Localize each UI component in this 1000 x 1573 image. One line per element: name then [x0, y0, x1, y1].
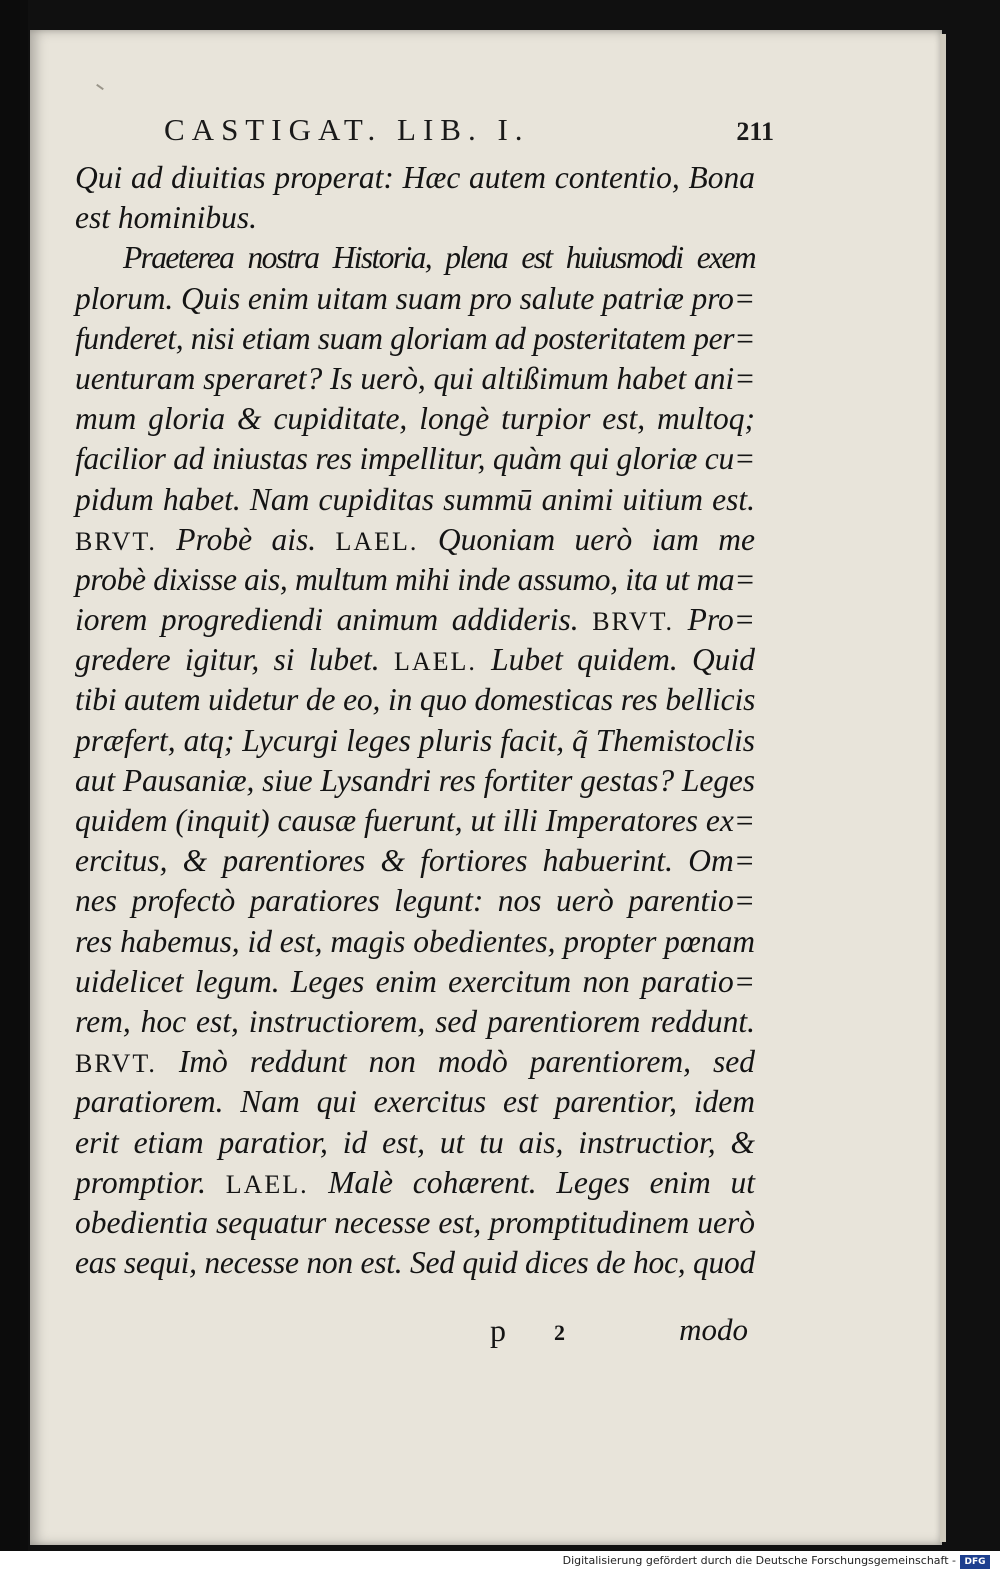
text-line: præfert, atq; Lycurgi leges pluris facit, q̃ Themistoclis [75, 722, 755, 758]
text-line: pidum habet. Nam cupiditas summū animi uitium est. [75, 481, 755, 517]
text-line: ercitus, & parentiores & fortiores habuerint. Om= [75, 843, 755, 879]
running-title: CASTIGAT. LIB. I. [164, 112, 530, 147]
text-line: obedientia sequatur necesse est, promptitudinem uerò [75, 1204, 755, 1240]
text-line: quidem (inquit) causæ fuerunt, ut illi Imperatores ex= [75, 803, 755, 838]
text-line: uidelicet legum. Leges enim exercitum non paratio= [75, 963, 755, 999]
catch-line [490, 1312, 748, 1352]
signature-mark: p [490, 1312, 506, 1348]
text-line: funderet, nisi etiam suam gloriam ad posteritatem per= [75, 320, 755, 356]
text-line: plorum. Quis enim uitam suam pro salute patriæ pro= [75, 280, 755, 316]
text-line: Qui ad diuitias properat: Hæc autem contentio, Bona [75, 160, 755, 195]
text-line: tibi autem uidetur de eo, in quo domesticas res bellicis [75, 682, 756, 718]
text-line: uenturam speraret? Is uerò, qui altißimum habet ani= [75, 360, 756, 396]
page-edge [940, 34, 946, 1542]
text-line: paratiorem. Nam qui exercitus est parentior, idem [75, 1084, 755, 1120]
page-number: 211 [736, 117, 774, 146]
text-line: aut Pausaniæ, siue Lysandri res fortiter gestas? Leges [75, 762, 755, 798]
text-line: BRVT. Imò reddunt non modò parentiorem, sed [75, 1044, 755, 1080]
funding-credit: Digitalisierung gefördert durch die Deutsche Forschungsgemeinschaft - [562, 1554, 956, 1567]
text-line: rem, hoc est, instructiorem, sed parentiorem reddunt. [75, 1003, 755, 1039]
text-line: est hominibus. [75, 200, 258, 236]
text-line: BRVT. Probè ais. LAEL. Quoniam uerò iam me [75, 521, 755, 557]
text-line: facilior ad iniustas res impellitur, quàm qui gloriæ cu= [75, 441, 755, 477]
running-head [164, 112, 774, 152]
body-text [75, 158, 755, 1283]
text-line: nes profectò paratiores legunt: nos uerò parentio= [75, 883, 755, 919]
dfg-logo-icon: DFG [960, 1555, 990, 1569]
text-line: gredere igitur, si lubet. LAEL. Lubet quidem. Quid [75, 642, 756, 678]
signature-number: 2 [554, 1320, 565, 1345]
text-line: promptior. LAEL. Malè cohærent. Leges enim ut [75, 1164, 755, 1200]
digitization-footer [0, 1551, 1000, 1573]
scan-background-left [0, 0, 28, 1573]
text-line: iorem progrediendi animum addideris. BRVT. Pro= [75, 602, 755, 638]
text-line: erit etiam paratior, id est, ut tu ais, instructior, & [75, 1124, 755, 1160]
text-line: eas sequi, necesse non est. Sed quid dices de hoc, quod [75, 1245, 755, 1281]
text-line: Praeterea nostra Historia, plena est huiusmodi exem [123, 240, 755, 276]
text-line: probè dixisse ais, multum mihi inde assumo, ita ut ma= [75, 561, 756, 597]
text-line: mum gloria & cupiditate, longè turpior est, multoq; [75, 401, 755, 437]
text-line: res habemus, id est, magis obedientes, propter pœnam [75, 923, 755, 959]
catchword: modo [679, 1312, 748, 1347]
